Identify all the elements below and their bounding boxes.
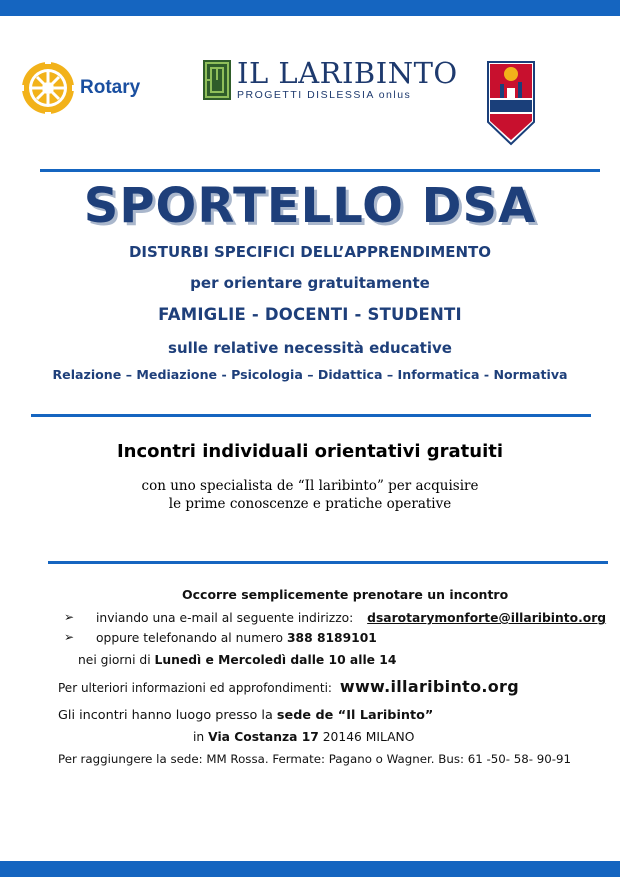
- top-bar: [0, 0, 620, 16]
- email-prefix: inviando una e-mail al seguente indirizzo:: [96, 611, 354, 625]
- maze-icon: [203, 60, 231, 100]
- rotary-wheel-icon: [20, 60, 76, 116]
- divider-bottom: [48, 561, 608, 564]
- rotary-wordmark: Rotary: [80, 77, 141, 98]
- phone-number[interactable]: 388 8189101: [287, 631, 377, 645]
- page-title: SPORTELLO DSA: [83, 178, 537, 234]
- days-hours: Lunedì e Mercoledì dalle 10 alle 14: [154, 653, 397, 667]
- divider-middle: [31, 414, 591, 417]
- divider-top: [40, 169, 600, 172]
- address-row: [193, 730, 414, 744]
- location-row: [58, 708, 433, 723]
- audience-text: FAMIGLIE - DOCENTI - STUDENTI: [158, 305, 462, 324]
- email-row: [96, 611, 606, 625]
- location-name: sede de “Il Laribinto”: [276, 708, 434, 723]
- laribinto-logo: [203, 58, 458, 101]
- subtitle-dsa: DISTURBI SPECIFICI DELL’APPRENDIMENTO: [128, 243, 492, 261]
- laribinto-subtitle: PROGETTI DISLESSIA onlus: [237, 89, 412, 101]
- website-link[interactable]: www.illaribinto.org: [339, 677, 519, 696]
- days-prefix: nei giorni di: [78, 653, 151, 667]
- areas-list: Relazione – Mediazione - Psicologia – Didattica – Informatica - Normativa: [52, 367, 568, 382]
- meetings-line-1: con uno specialista de “Il laribinto” per acquisire: [141, 478, 479, 494]
- email-link[interactable]: dsarotarymonforte@illaribinto.org: [367, 611, 607, 625]
- purpose-text: per orientare gratuitamente: [190, 274, 430, 292]
- address-prefix: in: [193, 730, 205, 744]
- info-prefix: Per ulteriori informazioni ed approfondimenti:: [58, 681, 332, 695]
- info-row: [58, 677, 519, 696]
- bottom-bar: [0, 861, 620, 877]
- needs-text: sulle relative necessità educative: [168, 339, 452, 357]
- rotary-club-milano-monforte-badge: [486, 60, 536, 146]
- address-city: 20146 MILANO: [322, 730, 415, 744]
- transport-info: Per raggiungere la sede: MM Rossa. Fermate: Pagano o Wagner. Bus: 61 -50- 58- 90-91: [58, 752, 572, 766]
- arrow-bullet-icon: ➢: [64, 610, 75, 624]
- meetings-line-2: le prime conoscenze e pratiche operative: [168, 496, 452, 512]
- phone-prefix: oppure telefonando al numero: [96, 631, 284, 645]
- rotary-logo: [20, 60, 140, 116]
- arrow-bullet-icon: ➢: [64, 630, 75, 644]
- days-row: [78, 653, 396, 667]
- booking-title: Occorre semplicemente prenotare un incontro: [182, 587, 509, 602]
- location-prefix: Gli incontri hanno luogo presso la: [58, 708, 273, 723]
- laribinto-title: IL LARIBINTO: [237, 56, 458, 90]
- phone-row: [96, 631, 377, 645]
- meetings-title: Incontri individuali orientativi gratuiti: [116, 441, 504, 462]
- address-street: Via Costanza 17: [208, 730, 319, 744]
